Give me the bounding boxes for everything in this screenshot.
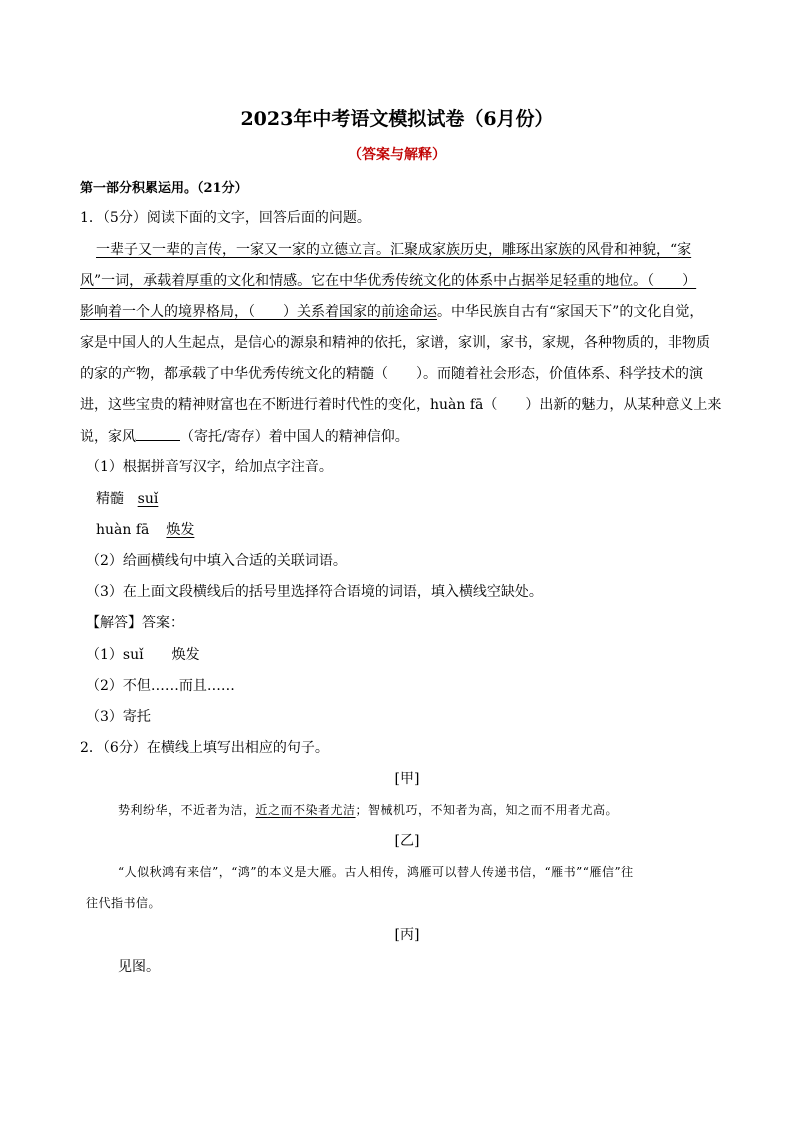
passage-line-3 [80,302,703,322]
passage-line-6: 进，这些宝贵的精神财富也在不断进行着时代性的变化，huàn fā（ ）出新的魅力，从某种意义上来 [80,397,722,413]
passage-line-7 [80,426,409,447]
passage-jia-underlined: 近之而不染者尤洁 [255,803,356,817]
question-1-stem: 1．（5分）阅读下面的文字，回答后面的问题。 [80,210,371,226]
passage-jia-text [118,800,618,820]
passage-line-2: 风”一词，承载着厚重的文化和情感。它在中华优秀传统文化的体系中占据举足轻重的地位。（ ） [80,273,697,289]
passage-yi-label: [乙] [394,833,420,849]
passage-line-1: 一辈子又一辈的言传，一家又一家的立德立言。汇聚成家族历史，雕琢出家族的风骨和神貌，“家 [96,242,692,258]
answer-b-value: 焕发 [166,522,195,538]
answer-b-row [96,520,205,540]
passage-line-3-underlined: 影响着一个人的境界格局，（ ）关系着国家的前途命运 [80,304,437,320]
jieda-label: 【解答】答案： [86,615,184,631]
answer-b-label: huàn fā [96,522,150,538]
answer-a-value: suǐ [137,491,159,507]
fill-blank [136,426,180,441]
passage-line-7-end: （寄托/寄存）着中国人的精神信仰。 [180,429,409,445]
passage-line-3-rest: 。中华民族自古有“家国天下”的文化自觉， [437,304,704,320]
sub-question-2: （2）给画横线句中填入合适的关联词语。 [86,553,347,569]
section-heading: 第一部分积累运用。（21分） [80,181,248,196]
passage-line-4: 家是中国人的人生起点，是信心的源泉和精神的依托，家谱，家训，家书，家规，各种物质的，非物质 [80,335,710,351]
passage-bing-text: 见图。 [118,959,160,975]
passage-yi-line-2: 往代指书信。 [86,896,162,910]
answer-subtitle: （答案与解释） [348,147,446,163]
passage-yi-line-1: “人似秋鸿有来信”，“鸿”的本义是大雁。古人相传，鸿雁可以替人传递书信，“雁书”“雁信”往 [118,865,634,879]
answer-3: （3）寄托 [86,709,151,725]
passage-jia-label: [甲] [394,771,420,787]
answer-a-label: 精髓 [96,491,124,507]
passage-jia-part-1: 势利纷华，不近者为洁， [118,803,256,817]
passage-line-5: 的家的产物，都承载了中华优秀传统文化的精髓（ ）。而随着社会形态，价值体系、科学技术的演 [80,366,703,382]
question-2-stem: 2．（6分）在横线上填写出相应的句子。 [80,740,329,756]
page-title: 2023年中考语文模拟试卷（6月份） [240,108,554,130]
passage-bing-label: [丙] [394,927,420,943]
passage-jia-part-3: ；智械机巧，不知者为高，知之而不用者尤高。 [355,803,619,817]
answer-1: （1）suǐ 焕发 [86,647,200,663]
passage-line-7-start: 说，家风 [80,429,136,445]
sub-question-1: （1）根据拼音写汉字，给加点字注音。 [86,459,333,475]
answer-a-row [96,489,172,509]
sub-question-3: （3）在上面文段横线后的括号里选择符合语境的词语，填入横线空缺处。 [86,584,543,600]
answer-2: （2）不但……而且…… [86,678,235,694]
